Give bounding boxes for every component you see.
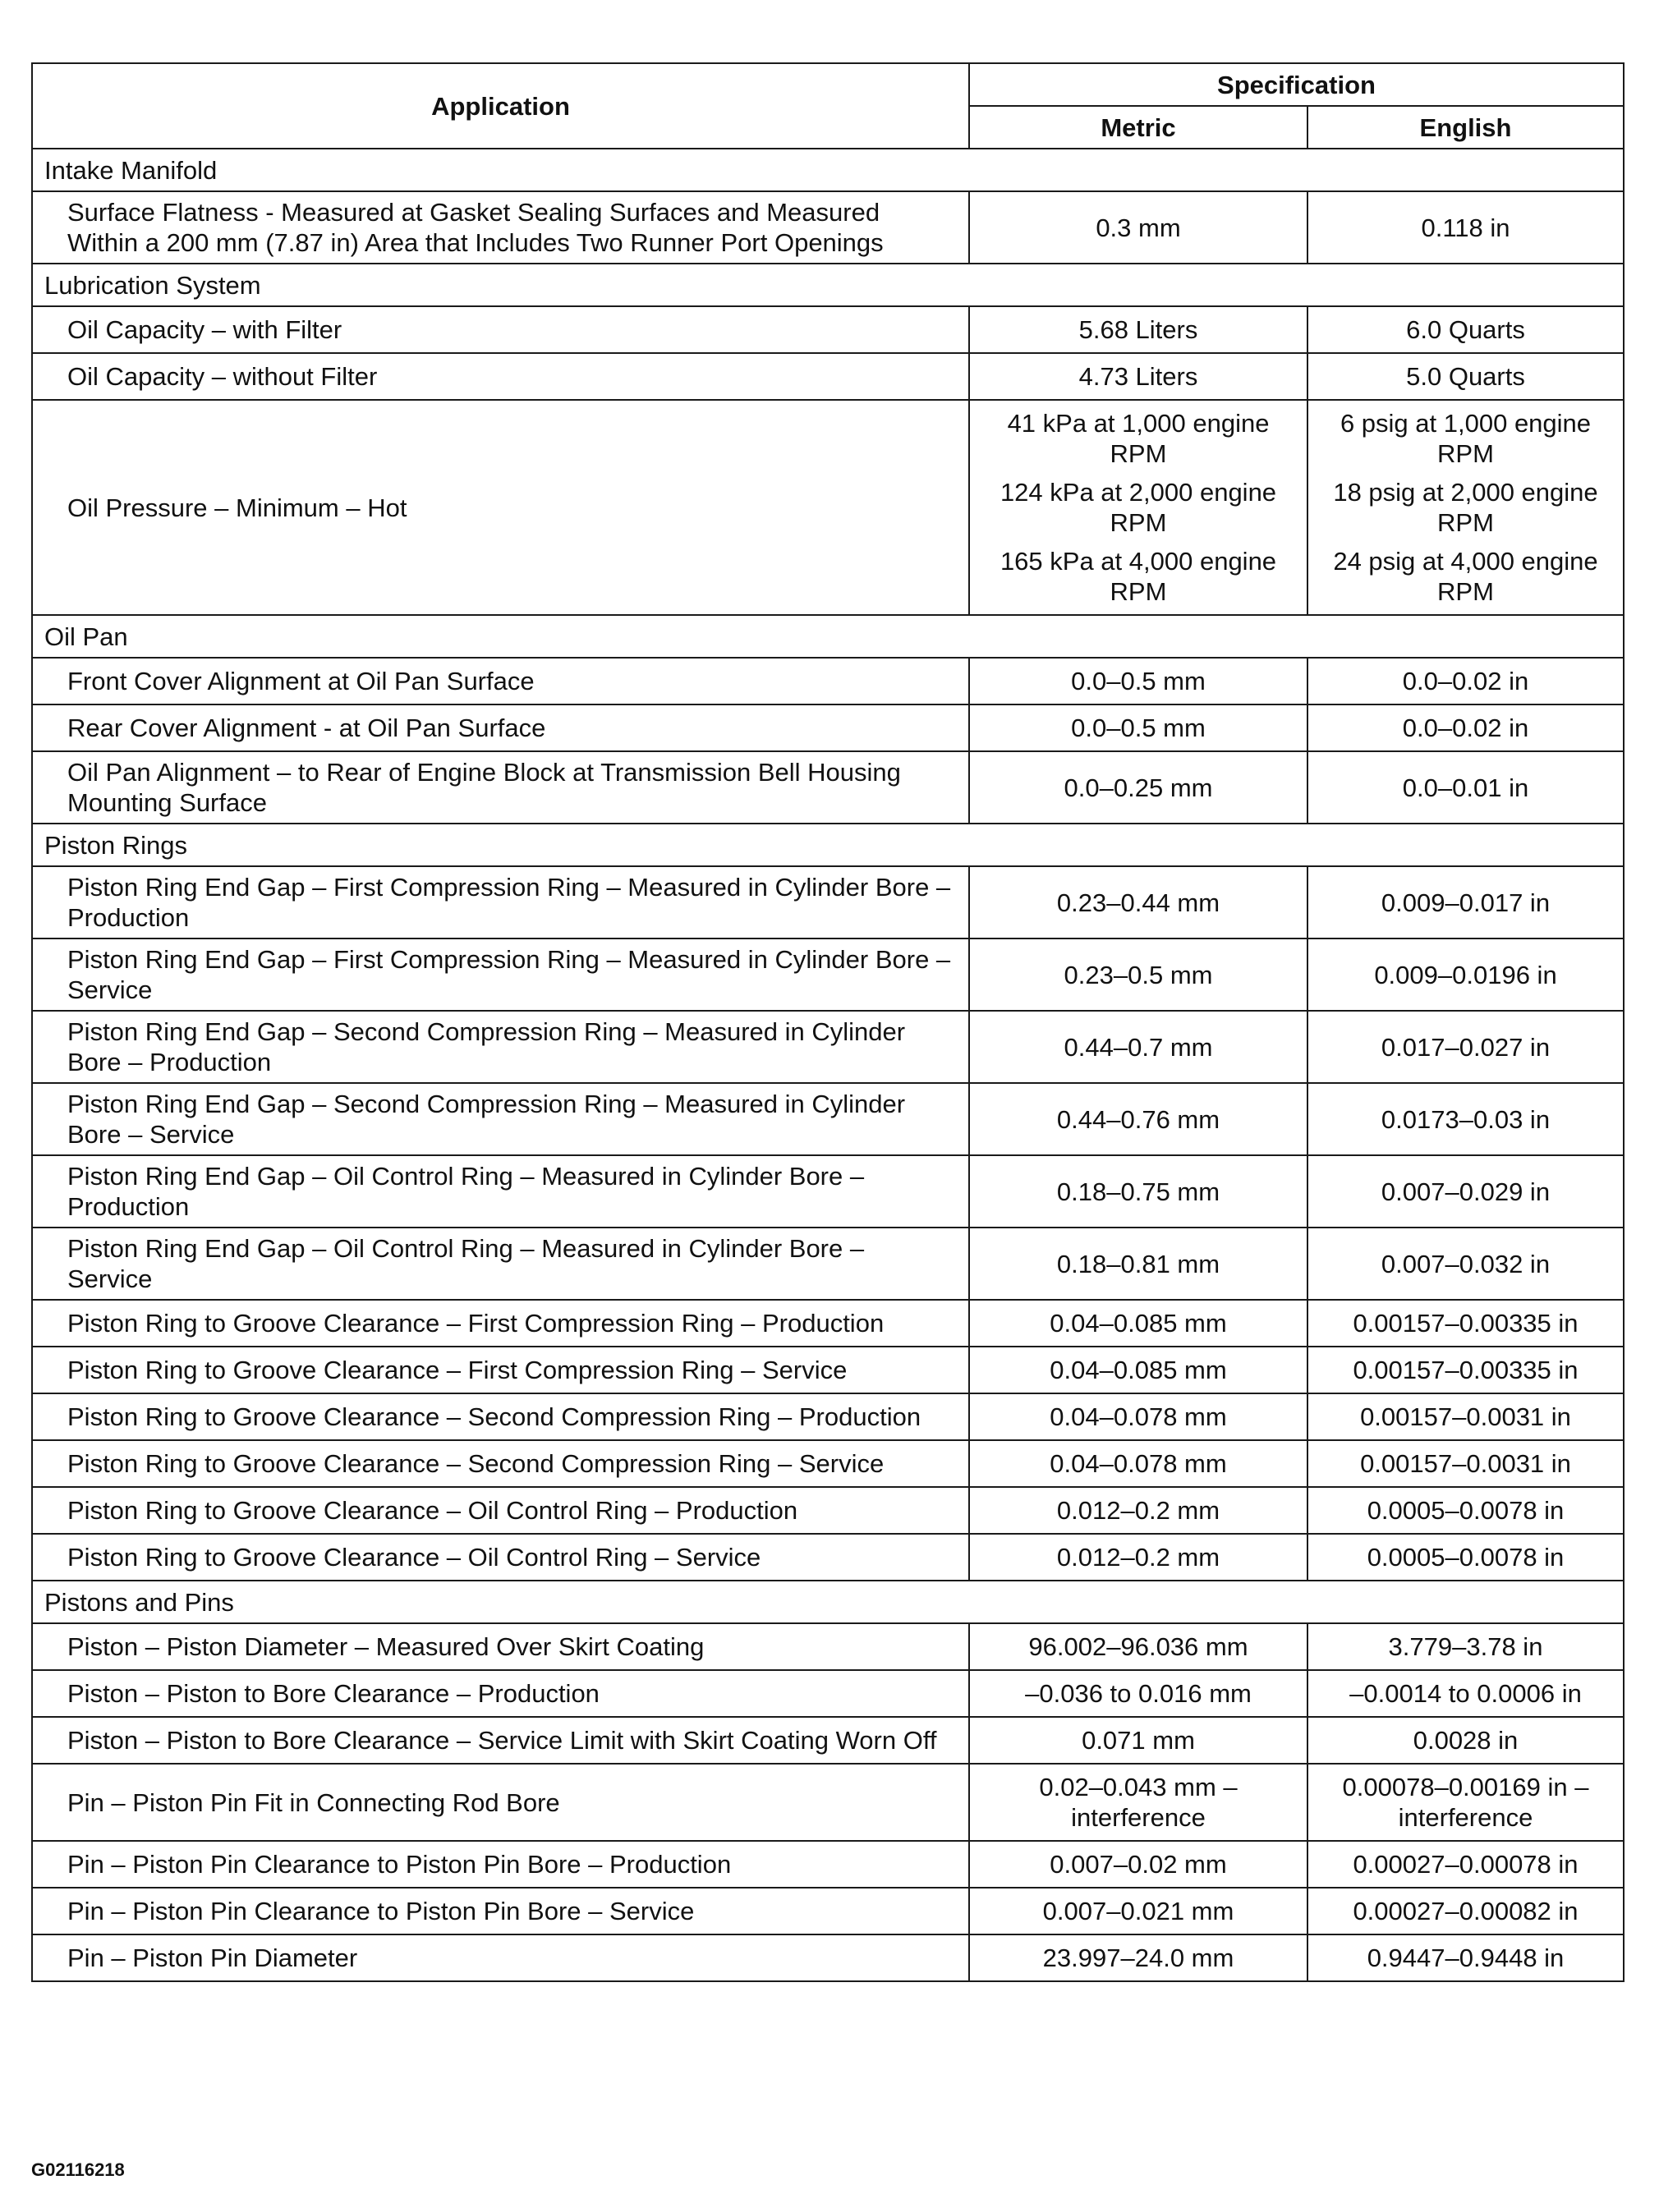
metric-value: 0.23–0.44 mm	[1056, 888, 1220, 917]
english-cell	[1307, 658, 1624, 704]
metric-value: 0.23–0.5 mm	[1064, 960, 1213, 989]
metric-value: 0.44–0.7 mm	[1064, 1032, 1213, 1062]
english-value: 0.00157–0.0031 in	[1360, 1449, 1571, 1478]
metric-cell	[969, 938, 1307, 1011]
figure-id: G02116218	[31, 2159, 125, 2180]
table-row	[32, 1228, 1624, 1300]
application-cell: Piston – Piston to Bore Clearance – Service Limit with Skirt Coating Worn Off	[32, 1717, 969, 1764]
table-row	[32, 658, 1624, 704]
english-value: 0.007–0.029 in	[1381, 1177, 1551, 1206]
metric-cell	[969, 1440, 1307, 1487]
metric-value: 23.997–24.0 mm	[1042, 1944, 1234, 1972]
metric-value: 0.04–0.078 mm	[1050, 1402, 1227, 1431]
table-row	[32, 1717, 1624, 1764]
section-title: Intake Manifold	[32, 149, 1624, 191]
table-row	[32, 191, 1624, 264]
table-row	[32, 866, 1624, 938]
application-cell: Piston Ring to Groove Clearance – Second Compression Ring – Production	[32, 1393, 969, 1440]
application-cell: Oil Pan Alignment – to Rear of Engine Block at Transmission Bell Housing Mounting Surface	[32, 751, 969, 824]
table-row	[32, 704, 1624, 751]
metric-value: 41 kPa at 1,000 engine RPM	[1007, 409, 1270, 468]
application-cell: Piston – Piston Diameter – Measured Over Skirt Coating	[32, 1623, 969, 1670]
section-row	[32, 824, 1624, 866]
metric-value: 0.071 mm	[1082, 1726, 1195, 1755]
metric-value: –0.036 to 0.016 mm	[1025, 1679, 1252, 1708]
application-cell: Piston Ring to Groove Clearance – First Compression Ring – Production	[32, 1300, 969, 1347]
english-value: 0.9447–0.9448 in	[1367, 1944, 1565, 1972]
english-cell	[1307, 938, 1624, 1011]
application-cell: Oil Capacity – without Filter	[32, 353, 969, 400]
metric-value: 0.04–0.078 mm	[1050, 1449, 1227, 1478]
english-cell	[1307, 1764, 1624, 1841]
metric-cell	[969, 1841, 1307, 1888]
application-cell: Piston Ring End Gap – First Compression Ring – Measured in Cylinder Bore – Service	[32, 938, 969, 1011]
section-row	[32, 615, 1624, 658]
english-cell	[1307, 1888, 1624, 1934]
header-specification: Specification	[969, 63, 1624, 106]
english-value: 0.0–0.02 in	[1402, 667, 1529, 695]
english-value: 0.00157–0.0031 in	[1360, 1402, 1571, 1431]
table-row	[32, 1155, 1624, 1228]
table-row	[32, 1764, 1624, 1841]
metric-cell	[969, 1888, 1307, 1934]
application-cell: Pin – Piston Pin Clearance to Piston Pin Bore – Production	[32, 1841, 969, 1888]
metric-value: 165 kPa at 4,000 engine RPM	[1000, 547, 1277, 606]
application-cell: Pin – Piston Pin Diameter	[32, 1934, 969, 1981]
application-cell: Rear Cover Alignment - at Oil Pan Surface	[32, 704, 969, 751]
metric-cell	[969, 400, 1307, 615]
table-header	[32, 63, 1624, 149]
metric-value: 0.007–0.02 mm	[1050, 1850, 1227, 1879]
header-english: English	[1307, 106, 1624, 149]
english-cell	[1307, 1011, 1624, 1083]
table-row	[32, 1347, 1624, 1393]
section-row	[32, 264, 1624, 306]
application-cell: Pin – Piston Pin Fit in Connecting Rod Bore	[32, 1764, 969, 1841]
metric-value: 96.002–96.036 mm	[1028, 1632, 1248, 1661]
application-cell: Piston Ring End Gap – Second Compression Ring – Measured in Cylinder Bore – Service	[32, 1083, 969, 1155]
table-row	[32, 306, 1624, 353]
table-row	[32, 1670, 1624, 1717]
application-cell: Piston – Piston to Bore Clearance – Production	[32, 1670, 969, 1717]
metric-cell	[969, 1487, 1307, 1534]
english-cell	[1307, 1393, 1624, 1440]
english-value: 24 psig at 4,000 engine RPM	[1333, 547, 1598, 606]
application-cell: Oil Pressure – Minimum – Hot	[32, 400, 969, 615]
english-value: 0.0–0.02 in	[1402, 714, 1529, 742]
metric-value: 4.73 Liters	[1078, 362, 1198, 391]
section-title: Oil Pan	[32, 615, 1624, 658]
section-title: Piston Rings	[32, 824, 1624, 866]
english-value: 0.007–0.032 in	[1381, 1249, 1551, 1278]
metric-cell	[969, 751, 1307, 824]
english-value: –0.0014 to 0.0006 in	[1349, 1679, 1582, 1708]
metric-value: 0.44–0.76 mm	[1056, 1104, 1220, 1134]
english-value: 0.118 in	[1421, 213, 1510, 242]
metric-cell	[969, 191, 1307, 264]
metric-value: 0.04–0.085 mm	[1050, 1356, 1227, 1384]
table-row	[32, 1300, 1624, 1347]
english-value: 0.0028 in	[1413, 1726, 1519, 1755]
english-value: 6 psig at 1,000 engine RPM	[1340, 409, 1592, 468]
header-metric: Metric	[969, 106, 1307, 149]
english-cell	[1307, 1534, 1624, 1581]
table-row	[32, 1623, 1624, 1670]
section-title: Lubrication System	[32, 264, 1624, 306]
english-value: 3.779–3.78 in	[1388, 1632, 1543, 1661]
english-value: 0.00078–0.00169 in – interference	[1342, 1773, 1589, 1832]
english-cell	[1307, 306, 1624, 353]
application-cell: Piston Ring End Gap – Second Compression Ring – Measured in Cylinder Bore – Production	[32, 1011, 969, 1083]
application-cell: Piston Ring to Groove Clearance – Second Compression Ring – Service	[32, 1440, 969, 1487]
table-row	[32, 751, 1624, 824]
metric-value: 0.04–0.085 mm	[1050, 1309, 1227, 1338]
metric-value: 124 kPa at 2,000 engine RPM	[1000, 478, 1277, 537]
english-value: 0.00157–0.00335 in	[1353, 1356, 1579, 1384]
application-cell: Piston Ring End Gap – First Compression Ring – Measured in Cylinder Bore – Production	[32, 866, 969, 938]
english-cell	[1307, 1717, 1624, 1764]
english-value: 5.0 Quarts	[1406, 362, 1525, 391]
table-row	[32, 1534, 1624, 1581]
application-cell: Piston Ring to Groove Clearance – Oil Control Ring – Service	[32, 1534, 969, 1581]
metric-cell	[969, 1011, 1307, 1083]
table-row	[32, 1487, 1624, 1534]
table-row	[32, 1011, 1624, 1083]
metric-cell	[969, 1764, 1307, 1841]
metric-cell	[969, 1670, 1307, 1717]
metric-value: 0.02–0.043 mm – interference	[1039, 1773, 1238, 1832]
section-title: Pistons and Pins	[32, 1581, 1624, 1623]
english-cell	[1307, 400, 1624, 615]
metric-cell	[969, 1083, 1307, 1155]
section-row	[32, 1581, 1624, 1623]
english-value: 0.0–0.01 in	[1402, 773, 1529, 802]
metric-cell	[969, 1623, 1307, 1670]
metric-cell	[969, 306, 1307, 353]
application-cell: Surface Flatness - Measured at Gasket Sealing Surfaces and Measured Within a 200 mm (7.87 in) Area that Includes Two Runner Port Openings	[32, 191, 969, 264]
english-cell	[1307, 353, 1624, 400]
metric-value: 0.012–0.2 mm	[1056, 1543, 1220, 1572]
metric-value: 0.0–0.5 mm	[1071, 667, 1206, 695]
table-row	[32, 353, 1624, 400]
table-row	[32, 1888, 1624, 1934]
table-row	[32, 1934, 1624, 1981]
metric-cell	[969, 1393, 1307, 1440]
english-value: 0.0173–0.03 in	[1381, 1104, 1551, 1134]
english-cell	[1307, 751, 1624, 824]
metric-cell	[969, 1228, 1307, 1300]
english-value: 0.0005–0.0078 in	[1367, 1496, 1565, 1525]
english-value: 0.00027–0.00082 in	[1353, 1897, 1579, 1925]
application-cell: Piston Ring End Gap – Oil Control Ring – Measured in Cylinder Bore – Production	[32, 1155, 969, 1228]
english-value: 0.00157–0.00335 in	[1353, 1309, 1579, 1338]
metric-cell	[969, 1347, 1307, 1393]
metric-cell	[969, 1534, 1307, 1581]
metric-cell	[969, 1155, 1307, 1228]
english-cell	[1307, 1083, 1624, 1155]
english-cell	[1307, 1623, 1624, 1670]
table-body	[32, 149, 1624, 1981]
english-cell	[1307, 1347, 1624, 1393]
english-cell	[1307, 1300, 1624, 1347]
english-value: 0.017–0.027 in	[1381, 1032, 1551, 1062]
english-cell	[1307, 704, 1624, 751]
english-cell	[1307, 1440, 1624, 1487]
metric-cell	[969, 704, 1307, 751]
table-row	[32, 1083, 1624, 1155]
english-cell	[1307, 1487, 1624, 1534]
application-cell: Piston Ring to Groove Clearance – Oil Control Ring – Production	[32, 1487, 969, 1534]
metric-cell	[969, 866, 1307, 938]
metric-value: 0.0–0.25 mm	[1064, 773, 1213, 802]
table-row	[32, 1841, 1624, 1888]
english-cell	[1307, 866, 1624, 938]
english-value: 0.0005–0.0078 in	[1367, 1543, 1565, 1572]
metric-value: 5.68 Liters	[1078, 315, 1198, 344]
english-cell	[1307, 1670, 1624, 1717]
section-row	[32, 149, 1624, 191]
metric-value: 0.18–0.81 mm	[1056, 1249, 1220, 1278]
metric-cell	[969, 1300, 1307, 1347]
application-cell: Piston Ring to Groove Clearance – First Compression Ring – Service	[32, 1347, 969, 1393]
table-row	[32, 1393, 1624, 1440]
table-row	[32, 400, 1624, 615]
english-cell	[1307, 191, 1624, 264]
metric-value: 0.18–0.75 mm	[1056, 1177, 1220, 1206]
application-cell: Pin – Piston Pin Clearance to Piston Pin Bore – Service	[32, 1888, 969, 1934]
application-cell: Piston Ring End Gap – Oil Control Ring – Measured in Cylinder Bore – Service	[32, 1228, 969, 1300]
english-cell	[1307, 1155, 1624, 1228]
metric-cell	[969, 353, 1307, 400]
table-row	[32, 1440, 1624, 1487]
metric-value: 0.3 mm	[1096, 213, 1181, 242]
application-cell: Oil Capacity – with Filter	[32, 306, 969, 353]
table-row	[32, 938, 1624, 1011]
application-cell: Front Cover Alignment at Oil Pan Surface	[32, 658, 969, 704]
english-cell	[1307, 1841, 1624, 1888]
metric-cell	[969, 658, 1307, 704]
metric-cell	[969, 1717, 1307, 1764]
english-value: 18 psig at 2,000 engine RPM	[1333, 478, 1598, 537]
metric-value: 0.007–0.021 mm	[1042, 1897, 1234, 1925]
english-value: 0.009–0.017 in	[1381, 888, 1551, 917]
specification-table	[31, 62, 1625, 1982]
english-cell	[1307, 1934, 1624, 1981]
header-application: Application	[32, 63, 969, 149]
english-value: 0.009–0.0196 in	[1374, 960, 1557, 989]
metric-value: 0.0–0.5 mm	[1071, 714, 1206, 742]
metric-value: 0.012–0.2 mm	[1056, 1496, 1220, 1525]
metric-cell	[969, 1934, 1307, 1981]
english-value: 6.0 Quarts	[1406, 315, 1525, 344]
english-value: 0.00027–0.00078 in	[1353, 1850, 1579, 1879]
english-cell	[1307, 1228, 1624, 1300]
